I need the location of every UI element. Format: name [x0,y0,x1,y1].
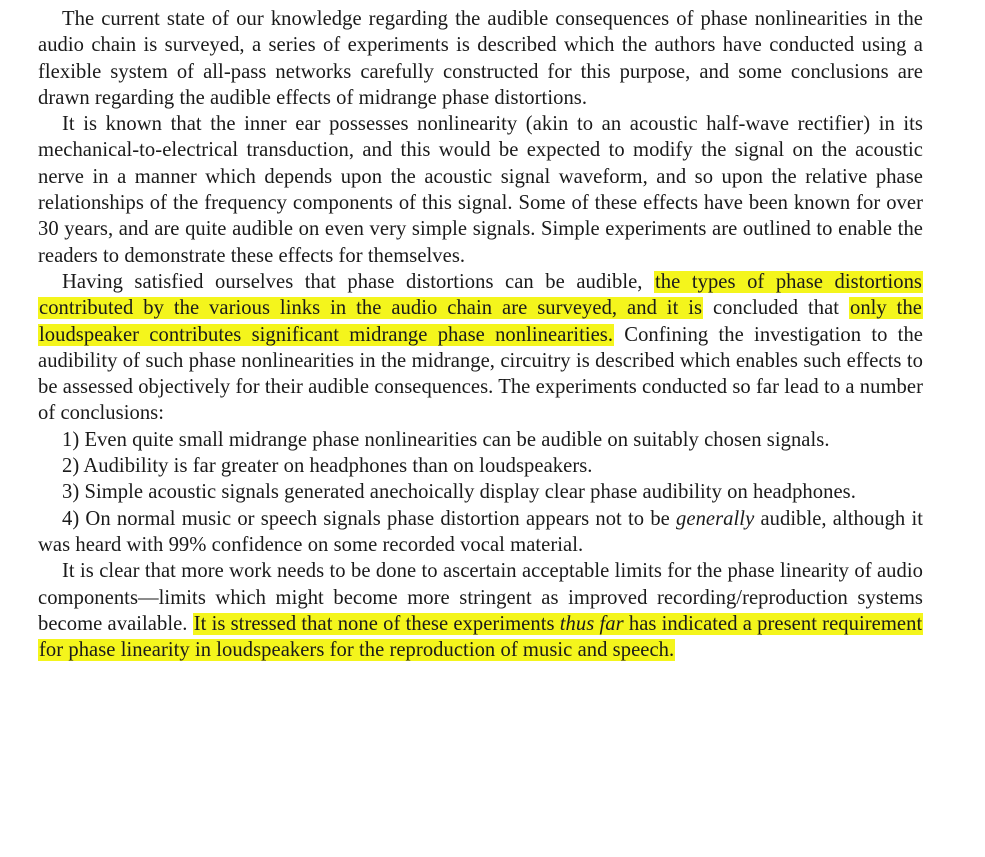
paragraph-inner-ear: It is known that the inner ear possesses nonlinearity (akin to an acoustic half-wave rectifier) in its mechanical-to-electrical transduction, and this would be expected to modify the signal on the acoustic nerve in a manner which depends upon the acoustic signal waveform, and so upon the relative phase relationships of the frequency components of this signal. Some of these effects have been known for over 30 years, and are quite audible on even very simple signals. Simple experiments are outlined to enable the readers to demonstrate these effects for themselves. [38,113,923,267]
paragraph-survey-intro: The current state of our knowledge regarding the audible consequences of phase nonlinearities in the audio chain is surveyed, a series of experiments is described which the authors have conducted using a flexible system of all-pass networks carefully constructed for this purpose, and some conclusions are drawn regarding the audible effects of midrange phase distortions. [38,8,923,109]
highlight-audio-chain-survey: the types of phase distortions contributed by the various links in the audio chain are surveyed, and it is [39,270,922,320]
highlight-loudspeaker-conclusion: only the loudspeaker contributes significant midrange phase nonlinearities. [39,297,922,346]
text-segment: It is clear that more work needs to be done to ascertain acceptable limits for the phase linearity of audio components—limits which might become more stringent as improved recording/reproduction systems become available. [38,560,923,635]
conclusion-item-4 [38,506,923,559]
text-segment: audible, although it was heard with 99% confidence on some recorded vocal material. [38,507,923,556]
paragraph-audio-chain [38,269,923,427]
paragraph-closing [38,558,923,663]
text-segment: concluded that [703,297,849,320]
conclusion-item-3: 3) Simple acoustic signals generated anechoically display clear phase audibility on headphones. [62,481,856,504]
conclusion-item-2: 2) Audibility is far greater on headphones than on loudspeakers. [62,455,593,478]
emphasis-generally: generally [676,507,755,530]
conclusion-item-1: 1) Even quite small midrange phase nonlinearities can be audible on suitably chosen signals. [62,428,830,451]
text-segment: 4) On normal music or speech signals phase distortion appears not to be [62,507,677,530]
text-segment: Having satisfied ourselves that phase distortions can be audible, [62,270,655,293]
text-segment: Confining the investigation to the audibility of such phase nonlinearities in the midrange, circuitry is described which enables such effects to be assessed objectively for their audible consequences. The experiments conducted so far lead to a number of conclusions: [38,323,923,425]
text-segment: It is stressed that none of these experiments [193,612,560,635]
emphasis-thus-far: thus far [559,612,624,635]
text-segment: has indicated a present requirement for phase linearity in loudspeakers for the reproduction of music and speech. [39,612,923,662]
